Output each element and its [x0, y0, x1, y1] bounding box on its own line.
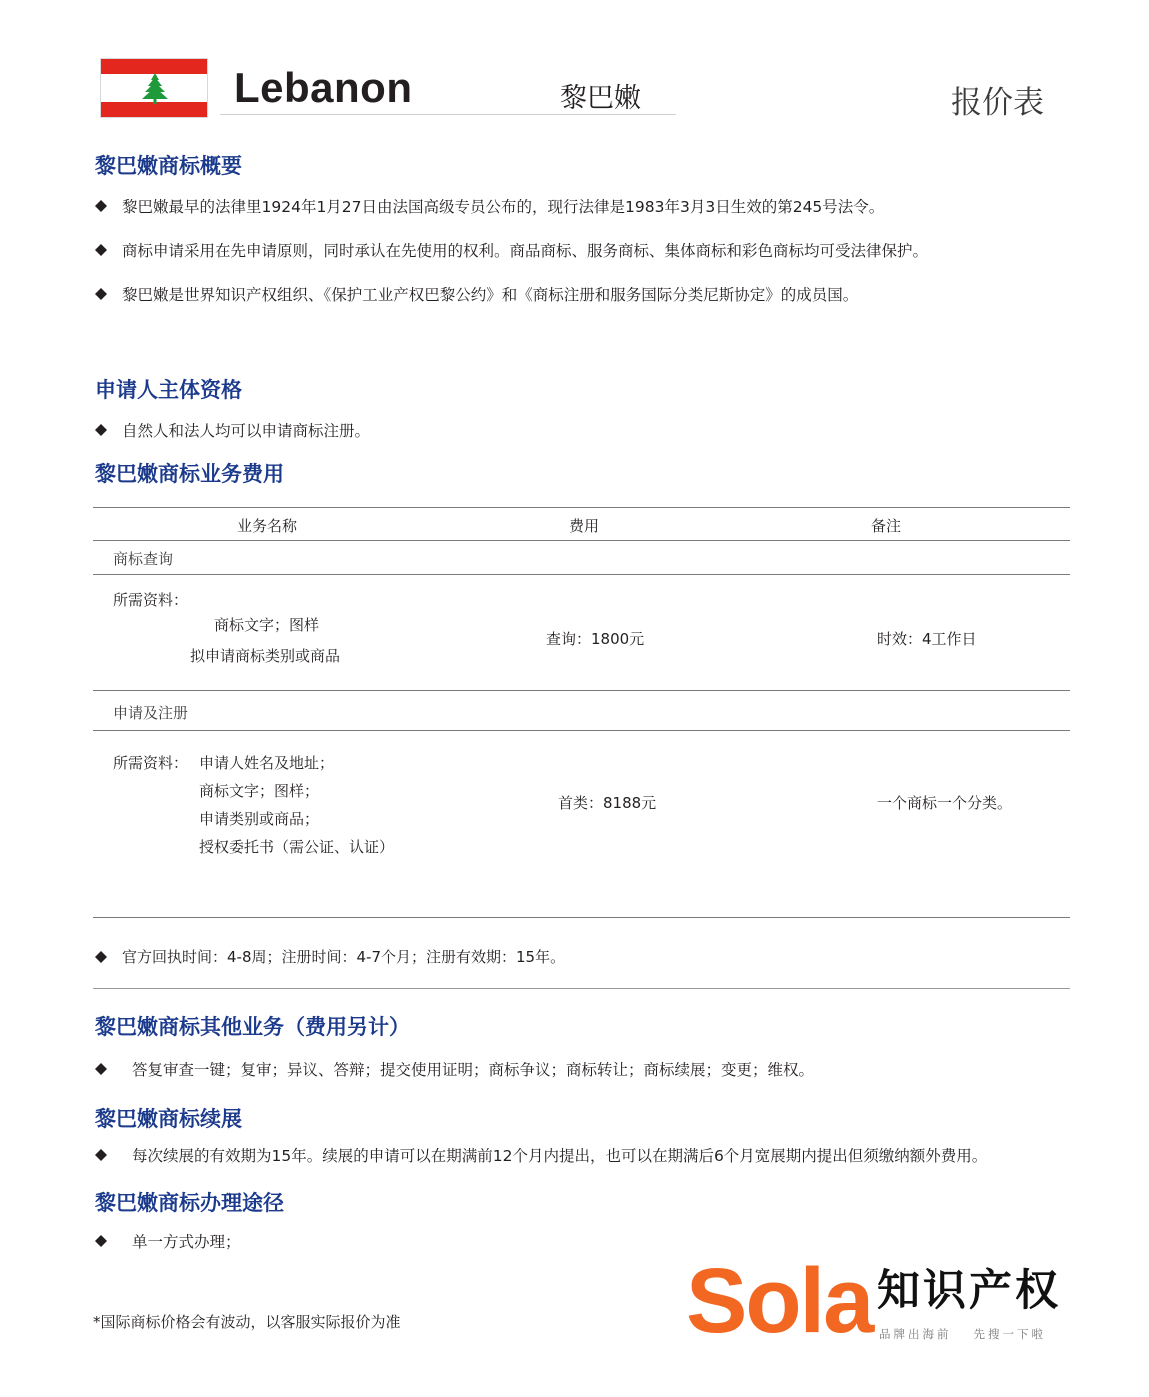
registration-material-item: 商标文字；图样； — [199, 782, 320, 800]
table-top-rule — [93, 507, 1070, 508]
registration-material-item: 申请人姓名及地址； — [199, 754, 335, 772]
list-item: 单一方式办理； — [95, 1230, 241, 1252]
list-item: 自然人和法人均可以申请商标注册。 — [95, 419, 370, 441]
section-title-renewal: 黎巴嫩商标续展 — [95, 1107, 242, 1131]
diamond-bullet-icon — [95, 200, 107, 212]
cedar-tree-icon — [139, 72, 171, 106]
search-material-item: 商标文字；图样 — [214, 616, 320, 634]
sola-slogan: 品牌出海前 先搜一下啦 — [879, 1327, 1046, 1341]
table-subhead-registration: 申请及注册 — [113, 704, 189, 722]
diamond-bullet-icon — [95, 1235, 107, 1247]
table-divider — [93, 540, 1070, 541]
table-bottom-rule — [93, 917, 1070, 918]
list-item: 每次续展的有效期为15年。续展的申请可以在期满前12个月内提出，也可以在期满后6个月宽展期内提出但须缴纳额外费用。 — [95, 1144, 987, 1166]
registration-note: 一个商标一个分类。 — [877, 794, 1013, 812]
diamond-bullet-icon — [95, 288, 107, 300]
diamond-bullet-icon — [95, 1149, 107, 1161]
lebanon-flag-icon — [100, 58, 208, 118]
section-title-other: 黎巴嫩商标其他业务（费用另计） — [95, 1015, 410, 1039]
table-divider — [93, 730, 1070, 731]
table-divider — [93, 690, 1070, 691]
title-underline — [220, 114, 676, 115]
registration-material-item: 申请类别或商品； — [199, 810, 320, 828]
section-rule — [93, 988, 1070, 989]
table-header-note: 备注 — [871, 517, 902, 535]
section-title-eligibility: 申请人主体资格 — [95, 378, 242, 402]
registration-fee: 首类：8188元 — [558, 794, 657, 812]
sola-logo-cn: 知识产权 — [877, 1266, 1061, 1316]
list-item: 商标申请采用在先申请原则，同时承认在先使用的权利。商品商标、服务商标、集体商标和彩色商标均可受法律保护。 — [95, 239, 928, 261]
diamond-bullet-icon — [95, 1063, 107, 1075]
country-name-en: Lebanon — [234, 64, 413, 111]
section-title-fees: 黎巴嫩商标业务费用 — [95, 462, 284, 486]
list-item: 黎巴嫩是世界知识产权组织、《保护工业产权巴黎公约》和《商标注册和服务国际分类尼斯协定》的成员国。 — [95, 283, 858, 305]
section-title-overview: 黎巴嫩商标概要 — [95, 154, 242, 178]
diamond-bullet-icon — [95, 951, 107, 963]
table-subhead-search: 商标查询 — [113, 550, 174, 568]
section-title-channel: 黎巴嫩商标办理途径 — [95, 1191, 284, 1215]
country-name-cn: 黎巴嫩 — [560, 83, 641, 114]
price-disclaimer: *国际商标价格会有波动，以客服实际报价为准 — [93, 1313, 401, 1331]
table-header-name: 业务名称 — [237, 517, 298, 535]
search-materials-label: 所需资料： — [113, 591, 189, 609]
document-label: 报价表 — [951, 85, 1044, 121]
list-item: 官方回执时间：4-8周；注册时间：4-7个月；注册有效期：15年。 — [95, 946, 565, 967]
diamond-bullet-icon — [95, 244, 107, 256]
registration-materials-label: 所需资料： — [113, 754, 189, 772]
diamond-bullet-icon — [95, 424, 107, 436]
sola-logo: Sola — [686, 1250, 873, 1352]
table-header-fee: 费用 — [569, 517, 600, 535]
table-divider — [93, 574, 1070, 575]
list-item: 答复审查一键；复审；异议、答辩；提交使用证明；商标争议；商标转让；商标续展；变更；维权。 — [95, 1058, 814, 1080]
search-note: 时效：4工作日 — [877, 630, 977, 648]
search-fee: 查询：1800元 — [546, 630, 645, 648]
list-item: 黎巴嫩最早的法律里1924年1月27日由法国高级专员公布的，现行法律是1983年3月3日生效的第245号法令。 — [95, 195, 884, 217]
search-material-item: 拟申请商标类别或商品 — [190, 647, 341, 665]
registration-material-item: 授权委托书（需公证、认证） — [199, 838, 395, 856]
